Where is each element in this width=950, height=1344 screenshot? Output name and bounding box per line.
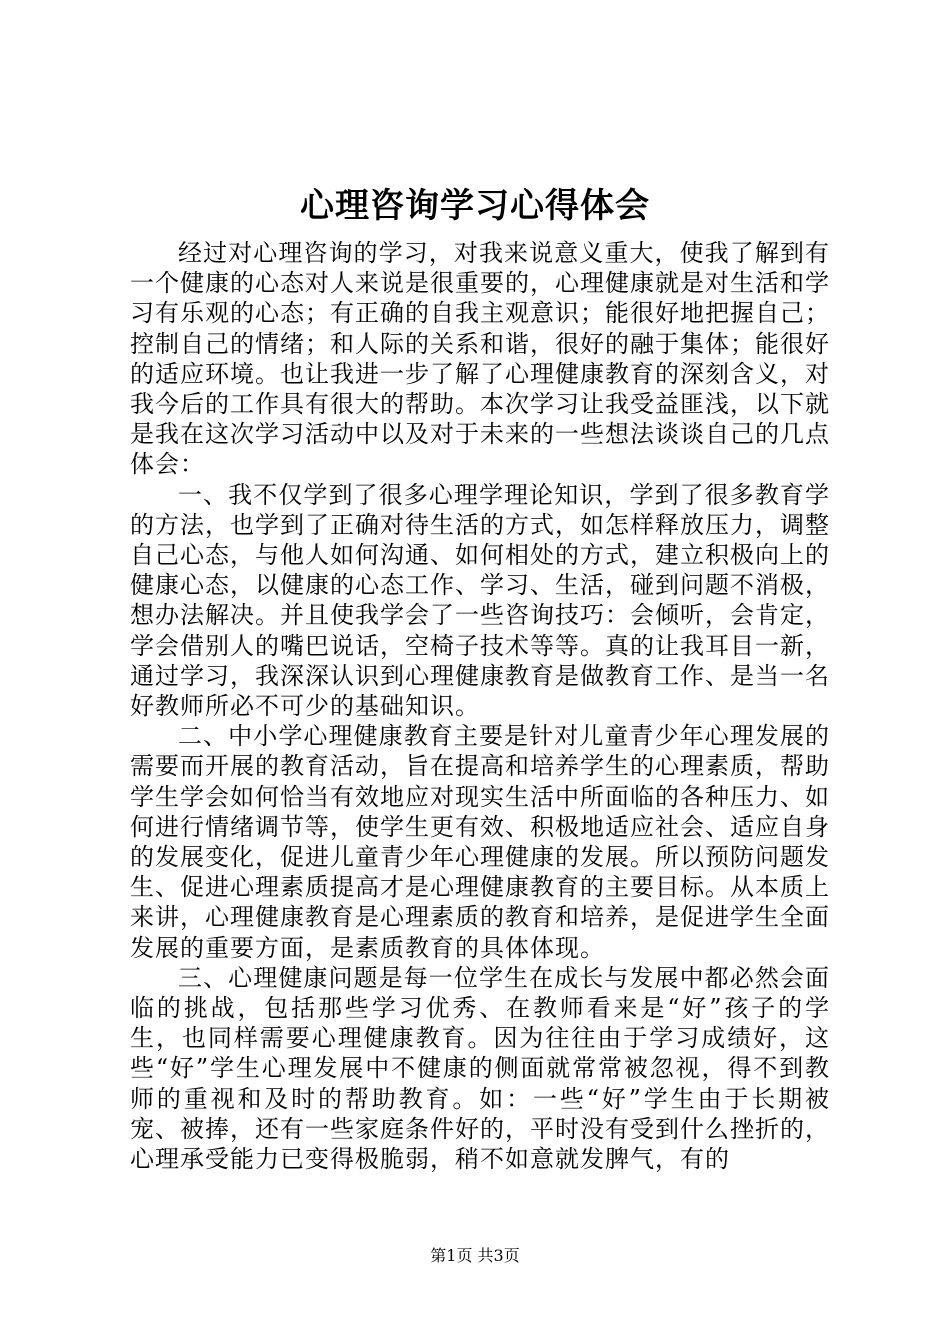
body-paragraph: 三、心理健康问题是每一位学生在成长与发展中都必然会面临的挑战，包括那些学习优秀、在教师看来是“好”孩子的学生，也同样需要心理健康教育。因为往往由于学习成绩好，这些“好”学生心理发展中不健康的侧面就常常被忽视，得不到教师的重视和及时的帮助教育。如：一些“好”学生由于长期被宠、被捧，还有一些家庭条件好的，平时没有受到什么挫折的，心理承受能力已变得极脆弱，稍不如意就发脾气，有的 bbox=[130, 963, 830, 1174]
page-footer bbox=[0, 1244, 950, 1268]
document-title: 心理咨询学习心得体会 bbox=[300, 186, 650, 226]
body-paragraph: 经过对心理咨询的学习，对我来说意义重大，使我了解到有一个健康的心态对人来说是很重要的，心理健康就是对生活和学习有乐观的心态；有正确的自我主观意识；能很好地把握自己；控制自己的情绪；和人际的关系和谐，很好的融于集体；能很好的适应环境。也让我进一步了解了心理健康教育的深刻含义，对我今后的工作具有很大的帮助。本次学习让我受益匪浅，以下就是我在这次学习活动中以及对于未来的一些想法谈谈自己的几点体会： bbox=[130, 239, 830, 479]
document-body bbox=[130, 238, 830, 1174]
page-number: 第1页 bbox=[430, 1246, 473, 1265]
body-paragraph: 二、中小学心理健康教育主要是针对儿童青少年心理发展的需要而开展的教育活动，旨在提高和培养学生的心理素质，帮助学生学会如何恰当有效地应对现实生活中所面临的各种压力、如何进行情绪调节等，使学生更有效、积极地适应社会、适应自身的发展变化，促进儿童青少年心理健康的发展。所以预防问题发生、促进心理素质提高才是心理健康教育的主要目标。从本质上来讲，心理健康教育是心理素质的教育和培养，是促进学生全面发展的重要方面，是素质教育的具体体现。 bbox=[130, 722, 830, 962]
body-paragraph: 一、我不仅学到了很多心理学理论知识，学到了很多教育学的方法，也学到了正确对待生活的方式，如怎样释放压力，调整自己心态，与他人如何沟通、如何相处的方式，建立积极向上的健康心态，以健康的心态工作、学习、生活，碰到问题不消极，想办法解决。并且使我学会了一些咨询技巧：会倾听，会肯定，学会借别人的嘴巴说话，空椅子技术等等。真的让我耳目一新，通过学习，我深深认识到心理健康教育是做教育工作、是当一名好教师所必不可少的基础知识。 bbox=[130, 480, 830, 721]
page-total: 共3页 bbox=[477, 1246, 520, 1265]
